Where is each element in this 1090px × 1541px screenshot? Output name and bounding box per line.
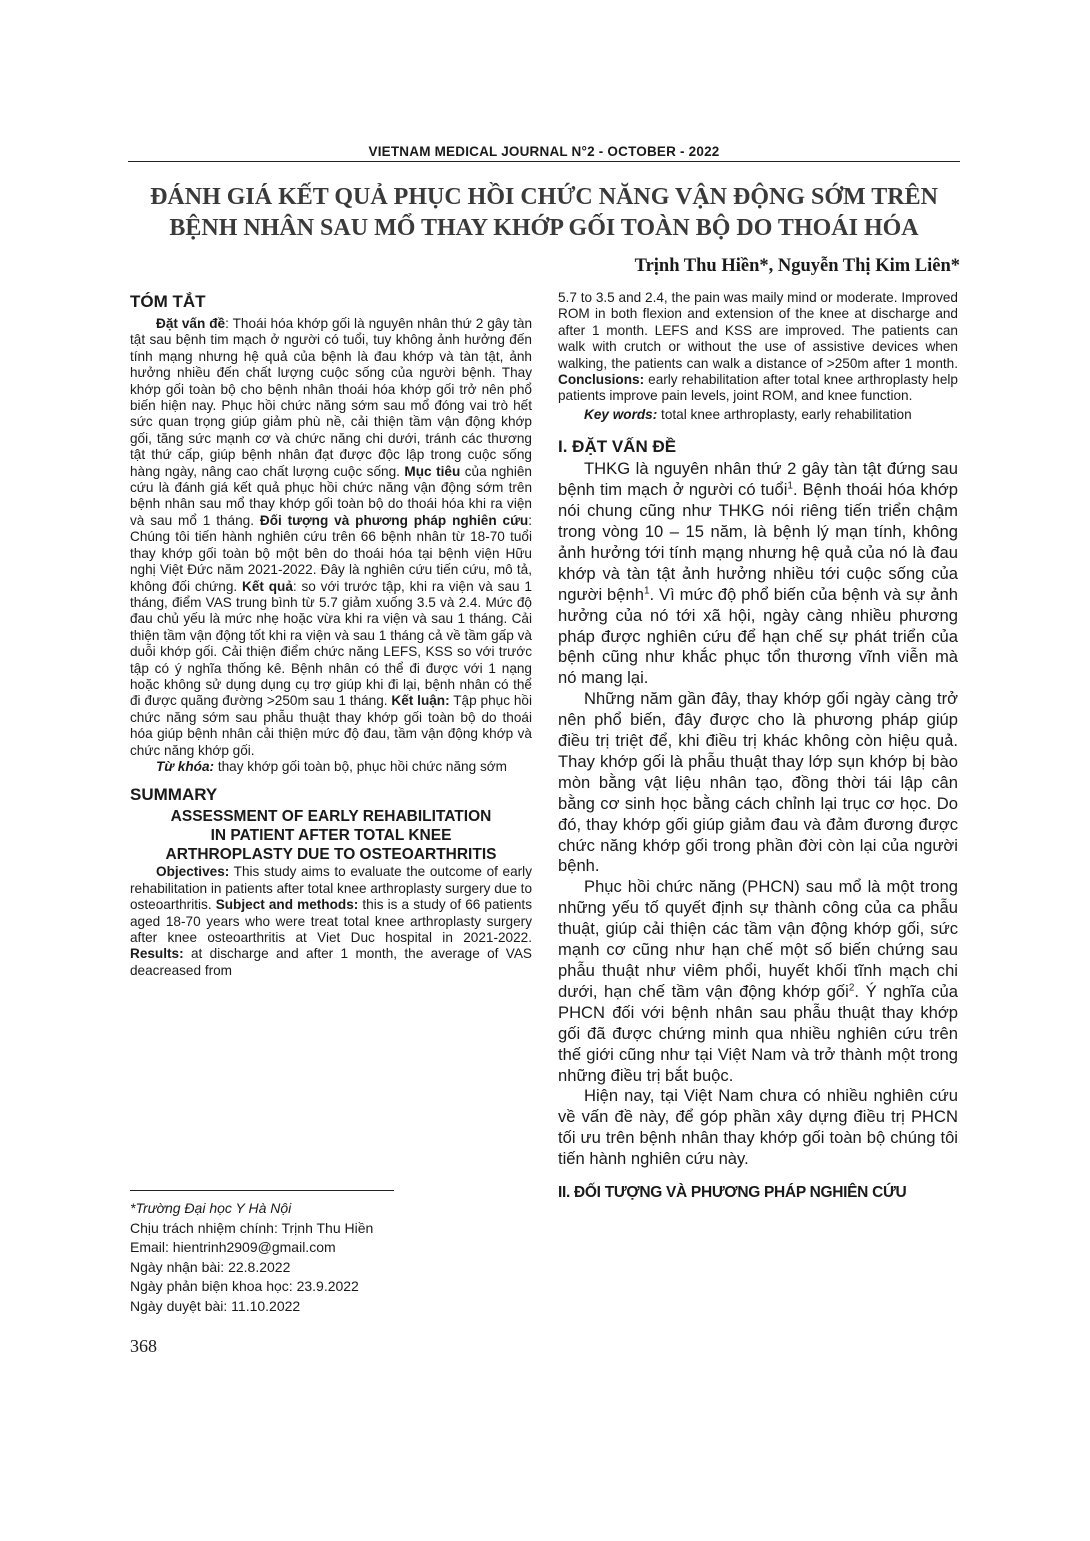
section1-paragraph2: Những năm gần đây, thay khớp gối ngày càng trở nên phổ biến, đây được cho là phương pháp giúp điều trị triệt để, khi điều trị khác không còn hiệu quả. Thay khớp gối là phẫu thuật thay lớp sụn khớp bị bào mòn bằng vật liệu nhân tạo, đồng thời tái lập cân bằng cơ sinh học bằng cách chỉnh lại trục cơ học. Do đó, thay khớp gối giúp giảm đau và đảm đương được chức năng khớp gối trong phần đời còn lại của người bệnh. — [558, 689, 958, 876]
label-objective: Mục tiêu — [404, 463, 461, 479]
label-background: Đặt vấn đề — [156, 316, 226, 331]
label-subject-methods: Subject and methods: — [215, 897, 359, 913]
footnote-email: Email: hientrinh2909@gmail.com — [130, 1239, 336, 1256]
section2-heading: II. ĐỐI TƯỢNG VÀ PHƯƠNG PHÁP NGHIÊN CỨU — [558, 1184, 907, 1202]
footnotes — [130, 1199, 532, 1317]
summary-keywords — [558, 407, 958, 423]
footnote-reviewed: Ngày phản biện khoa học: 23.9.2022 — [130, 1278, 359, 1295]
abstract-vi-methods-text: : Chúng tôi tiến hành nghiên cứu trên 66 bệnh nhân từ 18-70 tuổi thay khớp gối toàn bộ một bên do thoái hóa tại bệnh viện Hữu nghị Việt Đức năm 2021-2022. Đây là nghiên cứu tiến cứu, mô tả, không đối chứng. — [130, 512, 532, 594]
footnote-responsible: Chịu trách nhiệm chính: Trịnh Thu Hiền — [130, 1219, 374, 1236]
summary-title-line3: ARTHROPLASTY DUE TO OSTEOARTHRITIS — [165, 846, 497, 864]
footnote-accepted: Ngày duyệt bài: 11.10.2022 — [130, 1297, 301, 1314]
citation-ref: 1 — [787, 480, 793, 492]
article-title — [128, 182, 960, 244]
keywords-vi-text: thay khớp gối toàn bộ, phục hồi chức năng sớm — [214, 758, 507, 774]
abstract-vi-background-text: : Thoái hóa khớp gối là nguyên nhân thứ 2 gây tàn tật sau bệnh tim mạch ở người có tuổi, tuy không ảnh hưởng đến tính mạng nhưng hệ quả của bệnh là đau khớp và tàn tật, ảnh hưởng nhiều đến chất lượng cuộc sống của người bệnh. Thay khớp gối toàn bộ cho bệnh nhân thoái hóa khớp gối trở nên phổ biến hiện nay. Phục hồi chức năng sớm sau mổ đóng vai trò hết sức quan trọng giúp giảm phù nề, cải thiện tầm vận động khớp gối, tăng sức mạnh cơ và chức năng chi dưới, tránh các thương tật thứ cấp, giúp bệnh nhân đạt được độc lập trong cuộc sống hàng ngày, nâng cao chất lượng cuộc sống. — [130, 316, 533, 479]
page-number: 368 — [130, 1336, 157, 1356]
abstract-vi-objective-text: của nghiên cứu là đánh giá kết quả phục hồi chức năng vận động sớm trên bệnh nhân sau mổ thay khớp gối toàn bộ do thoái hóa khi ra viện và sau mổ 1 tháng. — [130, 463, 532, 528]
section1-body — [558, 459, 958, 1170]
s1p3-text-a: Phục hồi chức năng (PHCN) sau mổ là một trong những yếu tố quyết định sự thành công của ca phẫu thuật, giúp cải thiện các tầm vận động khớp gối, sức mạnh cơ cũng như hạn chế một số biến chứng sau phẫu thuật như viêm phổi, huyết khối tĩnh mạch chi dưới, hạn chế tầm vận động khớp gối — [558, 877, 958, 1001]
s1p1-text-a: THKG là nguyên nhân thứ 2 gây tàn tật đứng sau bệnh tim mạch ở người có tuổi — [558, 459, 958, 500]
summary-results-text-left: at discharge and after 1 month, the average of VAS deacreased from — [130, 946, 532, 978]
header-divider — [128, 161, 960, 162]
abstract-vi-keywords — [130, 759, 532, 775]
left-column — [130, 292, 532, 979]
label-keywords-en: Key words: — [584, 406, 658, 422]
label-results: Kết quả — [242, 578, 293, 594]
s1p3-text-b: . Ý nghĩa của PHCN đối với bệnh nhân sau phẫu thuật thay khớp gối đã được chứng minh qua nhiều nghiên cứu trên thế giới cũng như tại Việt Nam và trở thành một trong những điều trị bắt buộc. — [558, 981, 958, 1085]
footnote-affiliation: *Trường Đại học Y Hà Nội — [130, 1200, 292, 1216]
label-objectives: Objectives: — [156, 864, 230, 880]
citation-ref: 2 — [848, 982, 855, 994]
keywords-en-text: total knee arthroplasty, early rehabilitation — [657, 406, 912, 422]
right-column — [558, 290, 958, 1202]
footnote-received: Ngày nhận bài: 22.8.2022 — [130, 1258, 291, 1275]
label-keywords-vi: Từ khóa: — [156, 758, 215, 774]
citation-ref: 1 — [643, 585, 650, 597]
footnote-divider — [130, 1190, 394, 1191]
s1p1-text-c: . Vì mức độ phổ biến của bệnh và sự ảnh hưởng của nó tới xã hội, ngày càng nhiều phương pháp được nghiên cứu để hạn chế sự phát triển của bệnh cũng như khắc phục tổn thương vĩnh viễn mà nó mang lại. — [558, 584, 958, 688]
summary-title-line1: ASSESSMENT OF EARLY REHABILITATION — [170, 808, 492, 826]
section1-heading: I. ĐẶT VẤN ĐỀ — [558, 437, 677, 457]
section1-paragraph3 — [558, 877, 958, 1086]
summary-title — [130, 807, 532, 864]
summary-results-continued — [558, 290, 958, 405]
abstract-vi-heading: TÓM TẮT — [130, 292, 206, 311]
abstract-vi — [130, 316, 532, 775]
abstract-vi-results-text: : so với trước tập, khi ra viện và sau 1 tháng, điểm VAS trung bình từ 5.7 giảm xuống 3.5 và 2.4. Mức độ đau chủ yếu là mức nhẹ hoặc vừa khi ra viện và sau 1 tháng. Cải thiện tầm vận động tốt khi ra viện và sau 1 tháng cả về tầm gấp và duỗi khớp gối. Cải thiện điểm chức năng LEFS, KSS so với trước tập có ý nghĩa thống kê. Bệnh nhân có thể đi được với 1 nạng hoặc không sử dụng dụng cụ trợ giúp khi đi lại, bệnh nhân có thể đi được quãng đường >250m sau 1 tháng. — [130, 578, 532, 709]
label-conclusions-en: Conclusions: — [558, 372, 645, 388]
abstract-vi-body — [130, 316, 532, 759]
abstract-vi-conclusion-text: Tập phục hồi chức năng sớm sau phẫu thuật thay khớp gối toàn bộ do thoái hóa giúp bệnh nhân cải thiện mức độ đau, tầm vận động khớp và chức năng khớp gối. — [130, 693, 532, 758]
label-methods: Đối tượng và phương pháp nghiên cứu — [259, 512, 529, 528]
s1p1-text-b: . Bệnh thoái hóa khớp nói chung cũng như THKG nói riêng tiến triển chậm trong vòng 10 – 15 năm, là bệnh lý mạn tính, không ảnh hưởng tới tính mạng nhưng hệ quả của nó là đau khớp và tàn tật ảnh hưởng nhiều tới cuộc sống của người bệnh — [558, 480, 958, 604]
summary-heading: SUMMARY — [130, 785, 218, 805]
summary-body-right — [558, 290, 958, 423]
article-title-line2: BỆNH NHÂN SAU MỔ THAY KHỚP GỐI TOÀN BỘ DO THOÁI HÓA — [169, 215, 919, 241]
summary-conclusions-text: early rehabilitation after total knee arthroplasty help patients improve pain levels, joint ROM, and knee function. — [558, 372, 958, 404]
summary-paragraph — [130, 864, 532, 979]
summary-results-text-right: 5.7 to 3.5 and 2.4, the pain was maily mind or moderate. Improved ROM in both flexion and extension of the knee at discharge and after 1 month. LEFS and KSS are improved. The patients can walk with crutch or without the use of assistive devices when walking, the patients can walk a distance of >250m after 1 month. — [558, 290, 958, 371]
summary-methods-text: this is a study of 66 patients aged 18-70 years who were treat total knee arthroplasty surgery after knee osteoarthritis at Viet Duc hospital in 2021-2022. — [130, 897, 533, 945]
summary-title-line2: IN PATIENT AFTER TOTAL KNEE — [210, 827, 452, 845]
author-list: Trịnh Thu Hiền*, Nguyễn Thị Kim Liên* — [634, 256, 960, 276]
section1-paragraph4: Hiện nay, tại Việt Nam chưa có nhiều nghiên cứu về vấn đề này, để góp phần xây dựng điều trị PHCN tối ưu trên bệnh nhân thay khớp gối toàn bộ chúng tôi tiến hành nghiên cứu này. — [558, 1086, 958, 1169]
section1-paragraph1 — [558, 459, 958, 689]
journal-header: VIETNAM MEDICAL JOURNAL N°2 - OCTOBER - 2022 — [368, 144, 720, 159]
label-results-en: Results: — [130, 946, 184, 962]
label-conclusion: Kết luận: — [391, 693, 450, 709]
summary-body-left — [130, 864, 532, 979]
article-title-line1: ĐÁNH GIÁ KẾT QUẢ PHỤC HỒI CHỨC NĂNG VẬN ĐỘNG SỚM TRÊN — [150, 184, 938, 210]
summary-objectives-text: This study aims to evaluate the outcome of early rehabilitation in patients after total knee arthroplasty surgery due to osteoarthritis. — [130, 864, 533, 913]
